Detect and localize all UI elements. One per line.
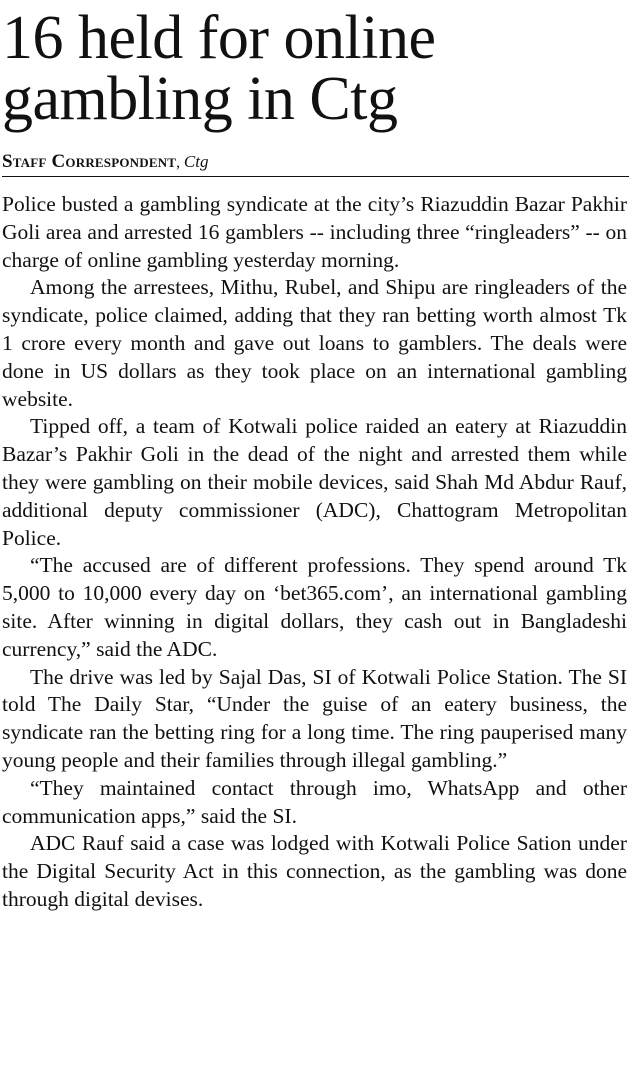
byline-place: Ctg [183,152,209,171]
byline-separator: , [176,154,184,171]
article-paragraph: The drive was led by Sajal Das, SI of Kotwali Police Station. The SI told The Daily Star, “Under the guise of an eatery business, the syndicate ran the betting ring for a long time. The ring pauperised many young people and their families through illegal gambling.” [2,664,627,772]
article-paragraph: Tipped off, a team of Kotwali police raided an eatery at Riazuddin Bazar’s Pakhir Goli in the dead of the night and arrested them while they were gambling on their mobile devices, said Shah Md Abdur Rauf, additional deputy commissioner (ADC), Chattogram Metropolitan Police. [2,414,627,550]
byline-divider [2,176,629,177]
article-paragraph: ADC Rauf said a case was lodged with Kotwali Police Sation under the Digital Security Act in this connection, as the gambling was done through digital devises. [2,831,627,911]
byline [2,152,627,173]
headline: 16 held for online gambling in Ctg [2,4,436,133]
article-paragraph: Police busted a gambling syndicate at the city’s Riazuddin Bazar Pakhir Goli area and arrested 16 gamblers -- including three “ringleaders” -- on charge of online gambling yesterday morning. [2,192,627,272]
article-body [2,191,627,914]
byline-author: Staff Correspondent [2,151,177,172]
article-paragraph: “The accused are of different professions. They spend around Tk 5,000 to 10,000 every day on ‘bet365.com’, an international gambling site. After winning in digital dollars, they cash out in Bangladeshi currency,” said the ADC. [2,553,627,661]
article-paragraph: Among the arrestees, Mithu, Rubel, and Shipu are ringleaders of the syndicate, police claimed, adding that they ran betting worth almost Tk 1 crore every month and gave out loans to gamblers. The deals were done in US dollars as they took place on an international gambling website. [2,275,627,411]
article-paragraph: “They maintained contact through imo, WhatsApp and other communication apps,” said the SI. [2,775,627,828]
